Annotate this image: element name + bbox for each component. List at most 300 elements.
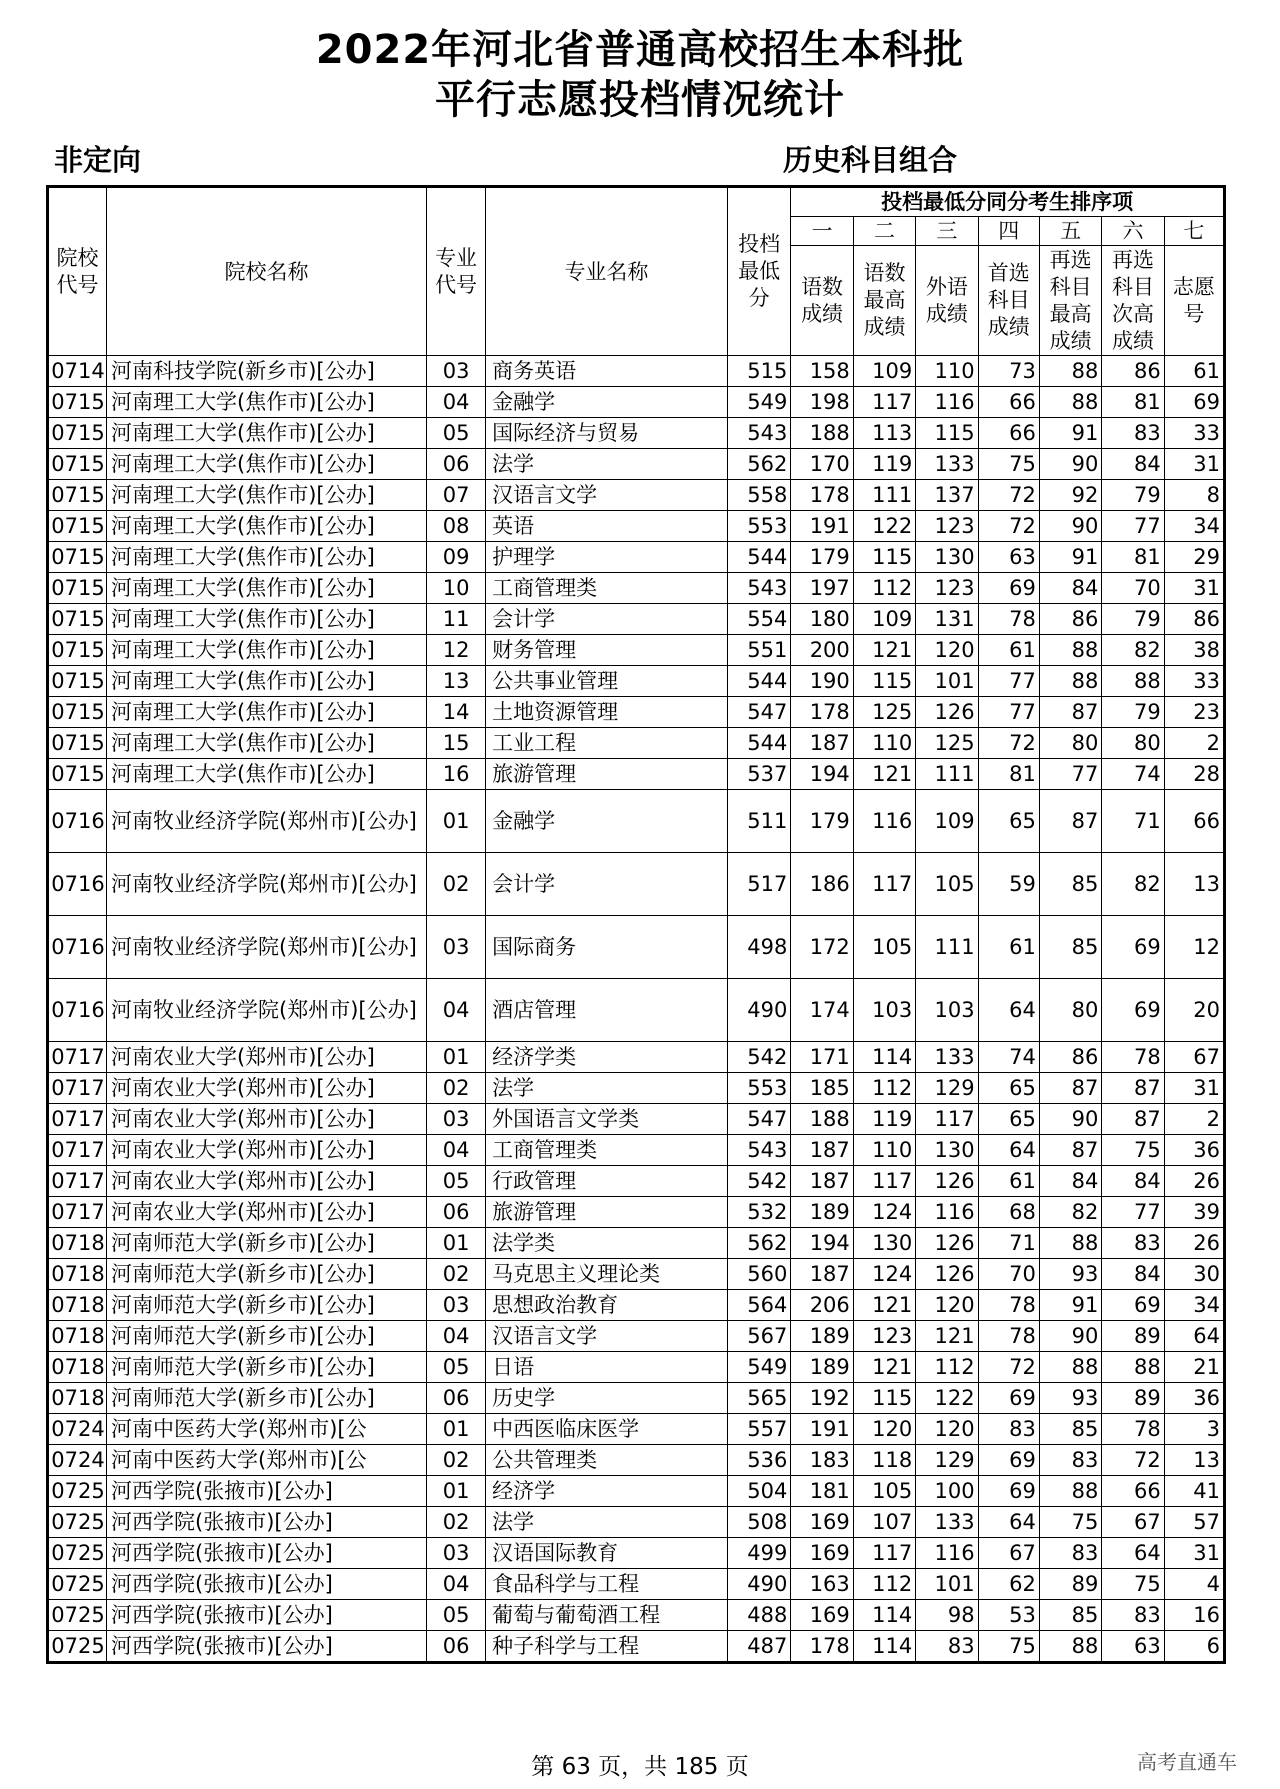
cell-score-second-subject-next: 79 bbox=[1102, 480, 1164, 511]
header-rank-3: 三 bbox=[916, 217, 978, 246]
cell-preference-number: 31 bbox=[1164, 1073, 1224, 1104]
cell-score-chinese-math: 200 bbox=[791, 635, 853, 666]
cell-min-score: 543 bbox=[727, 1135, 791, 1166]
cell-score-second-subject-max: 88 bbox=[1039, 635, 1101, 666]
cell-score-foreign-language: 83 bbox=[916, 1631, 978, 1663]
cell-score-foreign-language: 116 bbox=[916, 1538, 978, 1569]
cell-score-chinese-math-max: 112 bbox=[853, 1073, 915, 1104]
cell-school-code: 0725 bbox=[48, 1476, 107, 1507]
table-row bbox=[48, 1259, 1225, 1290]
cell-score-second-subject-max: 84 bbox=[1039, 573, 1101, 604]
cell-school-name: 河南理工大学(焦作市)[公办] bbox=[107, 759, 427, 790]
cell-min-score: 508 bbox=[727, 1507, 791, 1538]
cell-score-chinese-math-max: 114 bbox=[853, 1600, 915, 1631]
cell-preference-number: 13 bbox=[1164, 853, 1224, 916]
cell-major-code: 04 bbox=[427, 1569, 486, 1600]
cell-score-chinese-math-max: 115 bbox=[853, 542, 915, 573]
cell-score-foreign-language: 111 bbox=[916, 759, 978, 790]
cell-score-chinese-math-max: 118 bbox=[853, 1445, 915, 1476]
cell-min-score: 562 bbox=[727, 1228, 791, 1259]
cell-preference-number: 21 bbox=[1164, 1352, 1224, 1383]
cell-school-name: 河南师范大学(新乡市)[公办] bbox=[107, 1383, 427, 1414]
cell-school-code: 0718 bbox=[48, 1352, 107, 1383]
cell-score-chinese-math: 169 bbox=[791, 1507, 853, 1538]
cell-school-name: 河南理工大学(焦作市)[公办] bbox=[107, 511, 427, 542]
cell-school-code: 0724 bbox=[48, 1414, 107, 1445]
cell-score-first-subject: 72 bbox=[978, 728, 1039, 759]
cell-score-foreign-language: 120 bbox=[916, 1414, 978, 1445]
cell-school-code: 0725 bbox=[48, 1600, 107, 1631]
cell-score-chinese-math: 187 bbox=[791, 1259, 853, 1290]
cell-min-score: 549 bbox=[727, 1352, 791, 1383]
cell-school-name: 河西学院(张掖市)[公办] bbox=[107, 1538, 427, 1569]
cell-major-name: 经济学 bbox=[486, 1476, 728, 1507]
table-row bbox=[48, 604, 1225, 635]
table-row bbox=[48, 387, 1225, 418]
cell-score-chinese-math: 187 bbox=[791, 728, 853, 759]
cell-score-foreign-language: 120 bbox=[916, 635, 978, 666]
cell-score-first-subject: 77 bbox=[978, 666, 1039, 697]
cell-score-chinese-math-max: 105 bbox=[853, 1476, 915, 1507]
cell-score-foreign-language: 101 bbox=[916, 666, 978, 697]
cell-score-foreign-language: 98 bbox=[916, 1600, 978, 1631]
cell-score-chinese-math: 163 bbox=[791, 1569, 853, 1600]
cell-major-code: 13 bbox=[427, 666, 486, 697]
cell-school-code: 0714 bbox=[48, 356, 107, 387]
cell-school-name: 河南牧业经济学院(郑州市)[公办] bbox=[107, 979, 427, 1042]
cell-score-foreign-language: 112 bbox=[916, 1352, 978, 1383]
cell-score-first-subject: 64 bbox=[978, 1507, 1039, 1538]
cell-score-chinese-math: 194 bbox=[791, 759, 853, 790]
cell-score-foreign-language: 111 bbox=[916, 916, 978, 979]
cell-score-second-subject-next: 79 bbox=[1102, 697, 1164, 728]
cell-major-name: 种子科学与工程 bbox=[486, 1631, 728, 1663]
cell-school-name: 河南中医药大学(郑州市)[公 bbox=[107, 1445, 427, 1476]
cell-score-chinese-math: 178 bbox=[791, 697, 853, 728]
cell-major-code: 02 bbox=[427, 853, 486, 916]
page-title-line-1: 2022年河北省普通高校招生本科批 bbox=[315, 27, 965, 73]
cell-school-code: 0717 bbox=[48, 1042, 107, 1073]
cell-preference-number: 13 bbox=[1164, 1445, 1224, 1476]
cell-school-code: 0716 bbox=[48, 790, 107, 853]
cell-min-score: 564 bbox=[727, 1290, 791, 1321]
cell-score-second-subject-next: 75 bbox=[1102, 1135, 1164, 1166]
cell-major-code: 05 bbox=[427, 1166, 486, 1197]
cell-school-code: 0715 bbox=[48, 666, 107, 697]
cell-score-second-subject-next: 82 bbox=[1102, 853, 1164, 916]
cell-major-code: 01 bbox=[427, 1476, 486, 1507]
cell-major-name: 护理学 bbox=[486, 542, 728, 573]
cell-min-score: 544 bbox=[727, 728, 791, 759]
cell-major-name: 工商管理类 bbox=[486, 573, 728, 604]
table-row bbox=[48, 697, 1225, 728]
cell-school-name: 河南理工大学(焦作市)[公办] bbox=[107, 728, 427, 759]
cell-score-chinese-math-max: 124 bbox=[853, 1197, 915, 1228]
cell-school-name: 河西学院(张掖市)[公办] bbox=[107, 1569, 427, 1600]
cell-score-chinese-math: 178 bbox=[791, 1631, 853, 1663]
cell-school-code: 0715 bbox=[48, 480, 107, 511]
cell-score-first-subject: 75 bbox=[978, 449, 1039, 480]
table-row bbox=[48, 1352, 1225, 1383]
subtitle-subject-group: 历史科目组合 bbox=[783, 143, 958, 177]
cell-score-foreign-language: 125 bbox=[916, 728, 978, 759]
cell-score-first-subject: 61 bbox=[978, 1166, 1039, 1197]
cell-score-foreign-language: 120 bbox=[916, 1290, 978, 1321]
header-rank-5: 五 bbox=[1039, 217, 1101, 246]
cell-score-foreign-language: 133 bbox=[916, 1507, 978, 1538]
cell-score-chinese-math-max: 121 bbox=[853, 635, 915, 666]
cell-score-chinese-math-max: 117 bbox=[853, 1166, 915, 1197]
cell-score-second-subject-next: 81 bbox=[1102, 542, 1164, 573]
cell-score-foreign-language: 126 bbox=[916, 1259, 978, 1290]
cell-score-foreign-language: 110 bbox=[916, 356, 978, 387]
cell-school-code: 0715 bbox=[48, 418, 107, 449]
cell-min-score: 549 bbox=[727, 387, 791, 418]
cell-min-score: 542 bbox=[727, 1166, 791, 1197]
cell-score-second-subject-max: 88 bbox=[1039, 356, 1101, 387]
cell-score-chinese-math-max: 122 bbox=[853, 511, 915, 542]
cell-score-chinese-math-max: 120 bbox=[853, 1414, 915, 1445]
table-row bbox=[48, 542, 1225, 573]
cell-major-name: 工业工程 bbox=[486, 728, 728, 759]
cell-major-code: 11 bbox=[427, 604, 486, 635]
cell-score-chinese-math-max: 119 bbox=[853, 449, 915, 480]
cell-score-second-subject-next: 86 bbox=[1102, 356, 1164, 387]
cell-score-chinese-math: 169 bbox=[791, 1538, 853, 1569]
cell-min-score: 567 bbox=[727, 1321, 791, 1352]
cell-min-score: 504 bbox=[727, 1476, 791, 1507]
cell-score-second-subject-max: 87 bbox=[1039, 1135, 1101, 1166]
header-major-code: 专业代号 bbox=[427, 187, 486, 356]
cell-major-name: 法学 bbox=[486, 449, 728, 480]
cell-school-code: 0718 bbox=[48, 1383, 107, 1414]
cell-preference-number: 34 bbox=[1164, 1290, 1224, 1321]
cell-preference-number: 6 bbox=[1164, 1631, 1224, 1663]
cell-school-code: 0716 bbox=[48, 853, 107, 916]
cell-school-name: 河南农业大学(郑州市)[公办] bbox=[107, 1042, 427, 1073]
table-row bbox=[48, 853, 1225, 916]
cell-score-chinese-math-max: 109 bbox=[853, 604, 915, 635]
cell-preference-number: 64 bbox=[1164, 1321, 1224, 1352]
cell-school-name: 河南农业大学(郑州市)[公办] bbox=[107, 1197, 427, 1228]
cell-score-second-subject-next: 64 bbox=[1102, 1538, 1164, 1569]
cell-score-chinese-math: 187 bbox=[791, 1166, 853, 1197]
cell-score-chinese-math: 186 bbox=[791, 853, 853, 916]
cell-score-second-subject-max: 83 bbox=[1039, 1445, 1101, 1476]
cell-school-code: 0717 bbox=[48, 1135, 107, 1166]
cell-score-first-subject: 66 bbox=[978, 418, 1039, 449]
cell-score-second-subject-next: 71 bbox=[1102, 790, 1164, 853]
cell-score-chinese-math: 191 bbox=[791, 1414, 853, 1445]
cell-score-chinese-math-max: 115 bbox=[853, 1383, 915, 1414]
cell-major-code: 03 bbox=[427, 1290, 486, 1321]
table-row bbox=[48, 666, 1225, 697]
cell-score-second-subject-next: 83 bbox=[1102, 1600, 1164, 1631]
cell-score-chinese-math: 189 bbox=[791, 1352, 853, 1383]
cell-min-score: 543 bbox=[727, 418, 791, 449]
cell-min-score: 547 bbox=[727, 697, 791, 728]
cell-score-chinese-math: 172 bbox=[791, 916, 853, 979]
header-tie-break-group: 投档最低分同分考生排序项 bbox=[791, 187, 1225, 217]
cell-preference-number: 69 bbox=[1164, 387, 1224, 418]
cell-major-code: 01 bbox=[427, 1228, 486, 1259]
cell-score-second-subject-max: 84 bbox=[1039, 1166, 1101, 1197]
cell-score-chinese-math: 158 bbox=[791, 356, 853, 387]
cell-major-name: 旅游管理 bbox=[486, 1197, 728, 1228]
cell-score-foreign-language: 115 bbox=[916, 418, 978, 449]
cell-score-first-subject: 64 bbox=[978, 979, 1039, 1042]
cell-major-code: 03 bbox=[427, 1104, 486, 1135]
cell-score-second-subject-next: 84 bbox=[1102, 1166, 1164, 1197]
cell-score-foreign-language: 129 bbox=[916, 1073, 978, 1104]
cell-score-foreign-language: 130 bbox=[916, 542, 978, 573]
cell-school-code: 0715 bbox=[48, 387, 107, 418]
cell-preference-number: 23 bbox=[1164, 697, 1224, 728]
cell-major-code: 02 bbox=[427, 1445, 486, 1476]
cell-score-first-subject: 65 bbox=[978, 790, 1039, 853]
cell-score-chinese-math-max: 125 bbox=[853, 697, 915, 728]
cell-min-score: 490 bbox=[727, 1569, 791, 1600]
cell-school-name: 河南师范大学(新乡市)[公办] bbox=[107, 1228, 427, 1259]
cell-score-chinese-math-max: 124 bbox=[853, 1259, 915, 1290]
cell-score-first-subject: 81 bbox=[978, 759, 1039, 790]
cell-score-foreign-language: 126 bbox=[916, 697, 978, 728]
cell-major-name: 财务管理 bbox=[486, 635, 728, 666]
cell-school-code: 0715 bbox=[48, 697, 107, 728]
cell-preference-number: 31 bbox=[1164, 449, 1224, 480]
cell-score-chinese-math: 183 bbox=[791, 1445, 853, 1476]
cell-preference-number: 38 bbox=[1164, 635, 1224, 666]
cell-score-first-subject: 68 bbox=[978, 1197, 1039, 1228]
page-title-line-2: 平行志愿投档情况统计 bbox=[435, 77, 845, 123]
cell-school-name: 河南理工大学(焦作市)[公办] bbox=[107, 666, 427, 697]
cell-min-score: 490 bbox=[727, 979, 791, 1042]
cell-major-code: 15 bbox=[427, 728, 486, 759]
cell-preference-number: 41 bbox=[1164, 1476, 1224, 1507]
cell-score-chinese-math: 179 bbox=[791, 542, 853, 573]
cell-score-second-subject-max: 86 bbox=[1039, 1042, 1101, 1073]
cell-school-name: 河西学院(张掖市)[公办] bbox=[107, 1600, 427, 1631]
cell-score-first-subject: 77 bbox=[978, 697, 1039, 728]
cell-major-code: 02 bbox=[427, 1073, 486, 1104]
table-row bbox=[48, 1600, 1225, 1631]
cell-school-code: 0715 bbox=[48, 573, 107, 604]
header-rank-7: 七 bbox=[1164, 217, 1224, 246]
table-row bbox=[48, 1507, 1225, 1538]
cell-score-chinese-math: 178 bbox=[791, 480, 853, 511]
cell-major-code: 06 bbox=[427, 449, 486, 480]
cell-school-name: 河南师范大学(新乡市)[公办] bbox=[107, 1352, 427, 1383]
cell-major-name: 外国语言文学类 bbox=[486, 1104, 728, 1135]
header-rank-item-7: 志愿号 bbox=[1164, 246, 1224, 356]
cell-score-second-subject-max: 88 bbox=[1039, 387, 1101, 418]
cell-score-second-subject-max: 88 bbox=[1039, 1631, 1101, 1663]
cell-score-second-subject-max: 88 bbox=[1039, 1228, 1101, 1259]
header-rank-item-4: 首选科目成绩 bbox=[978, 246, 1039, 356]
table-row bbox=[48, 1042, 1225, 1073]
cell-score-second-subject-max: 85 bbox=[1039, 916, 1101, 979]
table-row bbox=[48, 1197, 1225, 1228]
cell-preference-number: 33 bbox=[1164, 418, 1224, 449]
cell-score-chinese-math: 206 bbox=[791, 1290, 853, 1321]
cell-score-second-subject-next: 69 bbox=[1102, 916, 1164, 979]
cell-score-first-subject: 72 bbox=[978, 511, 1039, 542]
cell-score-first-subject: 69 bbox=[978, 1445, 1039, 1476]
cell-score-chinese-math-max: 121 bbox=[853, 759, 915, 790]
cell-preference-number: 26 bbox=[1164, 1228, 1224, 1259]
cell-major-code: 01 bbox=[427, 790, 486, 853]
cell-score-second-subject-next: 82 bbox=[1102, 635, 1164, 666]
cell-preference-number: 2 bbox=[1164, 1104, 1224, 1135]
cell-score-second-subject-next: 69 bbox=[1102, 1290, 1164, 1321]
cell-score-second-subject-next: 63 bbox=[1102, 1631, 1164, 1663]
cell-score-chinese-math: 174 bbox=[791, 979, 853, 1042]
cell-score-foreign-language: 100 bbox=[916, 1476, 978, 1507]
cell-preference-number: 57 bbox=[1164, 1507, 1224, 1538]
cell-major-code: 01 bbox=[427, 1414, 486, 1445]
cell-school-name: 河南师范大学(新乡市)[公办] bbox=[107, 1290, 427, 1321]
cell-score-second-subject-next: 83 bbox=[1102, 1228, 1164, 1259]
cell-school-code: 0715 bbox=[48, 542, 107, 573]
cell-score-foreign-language: 123 bbox=[916, 573, 978, 604]
cell-score-foreign-language: 116 bbox=[916, 1197, 978, 1228]
cell-score-second-subject-next: 88 bbox=[1102, 666, 1164, 697]
cell-major-code: 02 bbox=[427, 1507, 486, 1538]
cell-score-chinese-math-max: 112 bbox=[853, 573, 915, 604]
cell-score-chinese-math: 187 bbox=[791, 1135, 853, 1166]
cell-score-chinese-math-max: 119 bbox=[853, 1104, 915, 1135]
cell-score-second-subject-next: 66 bbox=[1102, 1476, 1164, 1507]
cell-score-chinese-math: 169 bbox=[791, 1600, 853, 1631]
cell-preference-number: 29 bbox=[1164, 542, 1224, 573]
cell-major-name: 酒店管理 bbox=[486, 979, 728, 1042]
cell-score-chinese-math-max: 117 bbox=[853, 1538, 915, 1569]
cell-major-name: 法学类 bbox=[486, 1228, 728, 1259]
cell-score-second-subject-max: 86 bbox=[1039, 604, 1101, 635]
cell-major-name: 经济学类 bbox=[486, 1042, 728, 1073]
cell-score-chinese-math-max: 105 bbox=[853, 916, 915, 979]
cell-school-name: 河南科技学院(新乡市)[公办] bbox=[107, 356, 427, 387]
cell-school-code: 0715 bbox=[48, 449, 107, 480]
cell-score-foreign-language: 133 bbox=[916, 449, 978, 480]
cell-major-name: 会计学 bbox=[486, 604, 728, 635]
cell-score-second-subject-max: 90 bbox=[1039, 511, 1101, 542]
cell-major-name: 公共事业管理 bbox=[486, 666, 728, 697]
cell-score-first-subject: 71 bbox=[978, 1228, 1039, 1259]
cell-score-chinese-math: 198 bbox=[791, 387, 853, 418]
cell-score-first-subject: 53 bbox=[978, 1600, 1039, 1631]
cell-preference-number: 31 bbox=[1164, 1538, 1224, 1569]
cell-preference-number: 31 bbox=[1164, 573, 1224, 604]
cell-score-second-subject-max: 91 bbox=[1039, 1290, 1101, 1321]
cell-preference-number: 28 bbox=[1164, 759, 1224, 790]
cell-score-chinese-math-max: 113 bbox=[853, 418, 915, 449]
cell-school-code: 0724 bbox=[48, 1445, 107, 1476]
cell-major-name: 汉语国际教育 bbox=[486, 1538, 728, 1569]
cell-score-foreign-language: 131 bbox=[916, 604, 978, 635]
cell-score-chinese-math: 191 bbox=[791, 511, 853, 542]
cell-school-name: 河南农业大学(郑州市)[公办] bbox=[107, 1166, 427, 1197]
cell-min-score: 517 bbox=[727, 853, 791, 916]
cell-score-chinese-math-max: 103 bbox=[853, 979, 915, 1042]
table-row bbox=[48, 1073, 1225, 1104]
table-row bbox=[48, 1166, 1225, 1197]
cell-score-foreign-language: 126 bbox=[916, 1166, 978, 1197]
cell-major-code: 03 bbox=[427, 1538, 486, 1569]
cell-preference-number: 16 bbox=[1164, 1600, 1224, 1631]
cell-min-score: 553 bbox=[727, 1073, 791, 1104]
cell-preference-number: 26 bbox=[1164, 1166, 1224, 1197]
cell-major-name: 思想政治教育 bbox=[486, 1290, 728, 1321]
cell-school-name: 河南农业大学(郑州市)[公办] bbox=[107, 1135, 427, 1166]
cell-score-second-subject-max: 90 bbox=[1039, 1321, 1101, 1352]
cell-school-name: 河南理工大学(焦作市)[公办] bbox=[107, 418, 427, 449]
cell-score-chinese-math-max: 121 bbox=[853, 1290, 915, 1321]
cell-major-name: 英语 bbox=[486, 511, 728, 542]
cell-score-foreign-language: 126 bbox=[916, 1228, 978, 1259]
cell-score-second-subject-next: 74 bbox=[1102, 759, 1164, 790]
cell-min-score: 554 bbox=[727, 604, 791, 635]
cell-school-code: 0716 bbox=[48, 979, 107, 1042]
table-row bbox=[48, 1104, 1225, 1135]
cell-score-foreign-language: 130 bbox=[916, 1135, 978, 1166]
cell-score-second-subject-max: 88 bbox=[1039, 1476, 1101, 1507]
table-row bbox=[48, 480, 1225, 511]
table-row bbox=[48, 449, 1225, 480]
header-rank-6: 六 bbox=[1102, 217, 1164, 246]
cell-score-foreign-language: 116 bbox=[916, 387, 978, 418]
cell-school-code: 0725 bbox=[48, 1507, 107, 1538]
cell-min-score: 543 bbox=[727, 573, 791, 604]
header-rank-1: 一 bbox=[791, 217, 853, 246]
cell-score-chinese-math: 188 bbox=[791, 1104, 853, 1135]
cell-major-name: 国际经济与贸易 bbox=[486, 418, 728, 449]
cell-score-second-subject-next: 81 bbox=[1102, 387, 1164, 418]
cell-score-second-subject-max: 88 bbox=[1039, 1352, 1101, 1383]
cell-score-second-subject-max: 91 bbox=[1039, 542, 1101, 573]
cell-score-chinese-math: 197 bbox=[791, 573, 853, 604]
cell-preference-number: 12 bbox=[1164, 916, 1224, 979]
cell-preference-number: 67 bbox=[1164, 1042, 1224, 1073]
cell-school-name: 河南理工大学(焦作市)[公办] bbox=[107, 573, 427, 604]
table-row bbox=[48, 1569, 1225, 1600]
cell-school-name: 河南师范大学(新乡市)[公办] bbox=[107, 1321, 427, 1352]
cell-school-code: 0717 bbox=[48, 1166, 107, 1197]
cell-school-code: 0715 bbox=[48, 604, 107, 635]
cell-school-code: 0715 bbox=[48, 635, 107, 666]
cell-score-second-subject-max: 87 bbox=[1039, 790, 1101, 853]
cell-score-chinese-math: 192 bbox=[791, 1383, 853, 1414]
cell-score-second-subject-next: 78 bbox=[1102, 1042, 1164, 1073]
table-row bbox=[48, 759, 1225, 790]
cell-score-first-subject: 62 bbox=[978, 1569, 1039, 1600]
cell-min-score: 551 bbox=[727, 635, 791, 666]
cell-score-foreign-language: 129 bbox=[916, 1445, 978, 1476]
cell-score-second-subject-max: 91 bbox=[1039, 418, 1101, 449]
cell-min-score: 542 bbox=[727, 1042, 791, 1073]
cell-score-first-subject: 63 bbox=[978, 542, 1039, 573]
cell-major-name: 国际商务 bbox=[486, 916, 728, 979]
cell-major-code: 14 bbox=[427, 697, 486, 728]
cell-score-second-subject-next: 88 bbox=[1102, 1352, 1164, 1383]
cell-score-second-subject-max: 87 bbox=[1039, 697, 1101, 728]
cell-major-code: 08 bbox=[427, 511, 486, 542]
cell-score-first-subject: 74 bbox=[978, 1042, 1039, 1073]
cell-score-second-subject-max: 87 bbox=[1039, 1073, 1101, 1104]
cell-score-second-subject-next: 84 bbox=[1102, 449, 1164, 480]
cell-score-second-subject-next: 87 bbox=[1102, 1104, 1164, 1135]
cell-score-second-subject-max: 92 bbox=[1039, 480, 1101, 511]
